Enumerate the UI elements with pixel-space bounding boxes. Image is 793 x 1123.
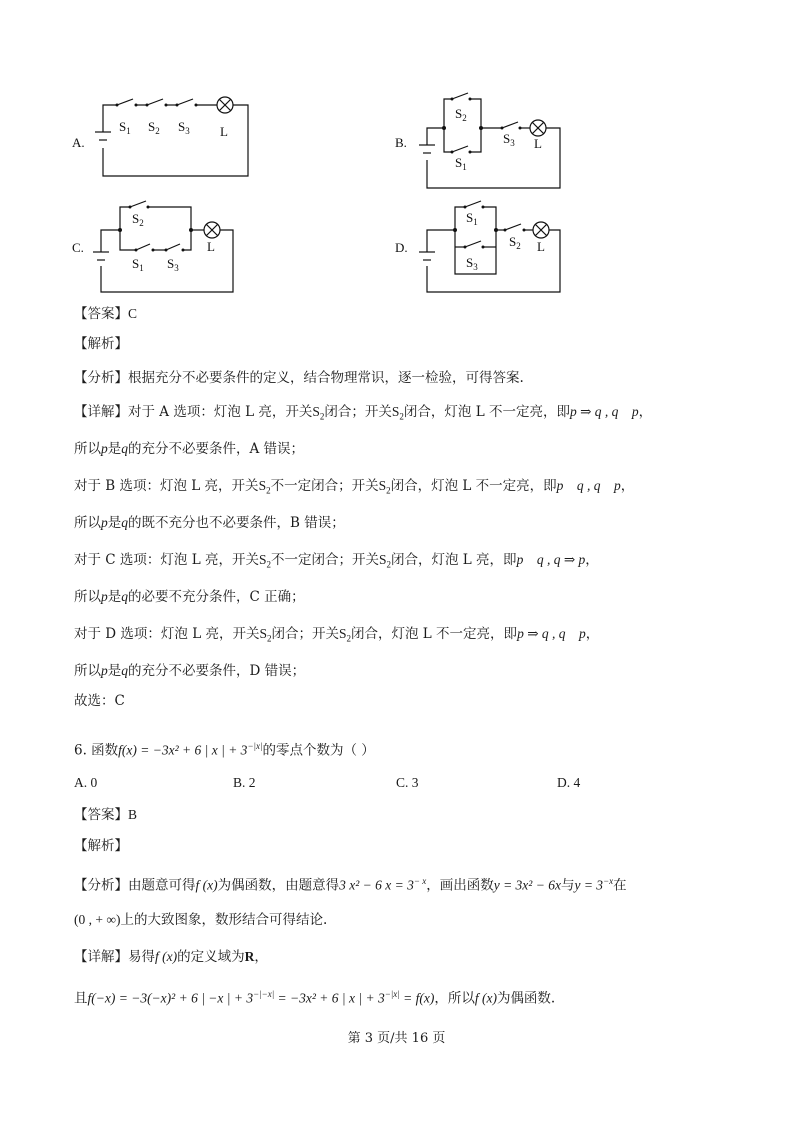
q5-conclusion-c: 所以p是q的必要不充分条件，C 正确；: [74, 589, 305, 605]
q6-detail: 【详解】易得f (x)的定义域为R，: [74, 949, 268, 965]
svg-text:S2: $S_2$: [148, 119, 160, 136]
q5-conclusion-b: 所以p是q的既不充分也不必要条件，B 错误；: [74, 515, 345, 531]
svg-text:S3: $S_3$: [178, 119, 190, 136]
svg-text:S2: $S_2$: [132, 211, 144, 228]
svg-text:S3: $S_3$: [503, 131, 515, 148]
q5-conclusion-d: 所以p是q的充分不必要条件，D 错误；: [74, 663, 306, 679]
q5-analysis-tag: 【解析】: [74, 336, 128, 352]
page-footer: 第 3 页/共 16 页: [347, 1031, 446, 1046]
q6-option-b: B. 2: [233, 775, 256, 790]
q6-detail-eq: 且f(−x) = −3(−x)² + 6 | −x | + $3^{-|-x|} = -3x^2 + 6$ | x | + $3^{-|x|} = f(x)$，所以f (x)为偶函数.: [74, 989, 556, 1007]
q5-conclusion-a: 所以p是q的充分不必要条件，A 错误；: [74, 441, 305, 457]
svg-text:S1: $S_1$: [119, 119, 131, 136]
q5-detail-b: 对于 B 选项：灯泡 L 亮，开关$S_2$不一定闭合；开关$S_2$闭合，灯泡 L 不一定亮，即p q , q p，: [74, 478, 635, 496]
svg-text:S3: $S_3$: [167, 256, 179, 273]
svg-text:L: L: [220, 124, 228, 139]
option-b-label: B.: [395, 135, 407, 150]
q5-answer: 【答案】C: [74, 306, 138, 322]
q6-fenxi-cont: (0 , + ∞)上的大致图象，数形结合可得结论.: [74, 912, 328, 928]
q5-detail-a: 【详解】对于 A 选项：灯泡 L 亮，开关$S_2$闭合；开关$S_2$闭合，灯泡 L 不一定亮，即p ⇒ q , q p，: [74, 404, 653, 422]
svg-text:L: L: [207, 239, 215, 254]
svg-text:S2: $S_2$: [455, 106, 467, 123]
svg-text:S1: $S_1$: [466, 210, 478, 227]
q5-detail-d: 对于 D 选项：灯泡 L 亮，开关$S_2$闭合；开关$S_2$闭合，灯泡 L 不一定亮，即p ⇒ q , q p，: [74, 626, 600, 644]
q6-analysis-tag: 【解析】: [74, 838, 128, 854]
option-c-label: C.: [72, 240, 84, 255]
q6-answer: 【答案】B: [74, 807, 138, 823]
q6-option-c: C. 3: [396, 775, 419, 790]
q6-fenxi: 【分析】由题意可得f (x)为偶函数，由题意得3 x² − 6 $x = 3^{- x}$，画出函数y = 3x² − 6x与$y = 3^{-x}$在: [74, 876, 627, 894]
svg-text:S2: $S_2$: [509, 234, 521, 251]
svg-text:S3: $S_3$: [466, 255, 478, 272]
q6-option-d: D. 4: [557, 775, 581, 790]
svg-text:L: L: [537, 239, 545, 254]
q5-detail-c: 对于 C 选项：灯泡 L 亮，开关$S_2$不一定闭合；开关$S_2$闭合，灯泡 L 亮，即p q , q ⇒ p，: [74, 552, 599, 570]
q6-option-a: A. 0: [74, 775, 98, 790]
svg-text:L: L: [534, 136, 542, 151]
svg-text:S1: $S_1$: [132, 256, 144, 273]
option-d-label: D.: [395, 240, 408, 255]
q6-question: 6. 函数f(x) = −3x² + 6 | x | + $3^{-|x|}$的零点个数为（ ）: [74, 741, 375, 759]
q5-choice: 故选：C: [74, 693, 125, 709]
svg-text:S1: $S_1$: [455, 155, 467, 172]
q5-fenxi: 【分析】根据充分不必要条件的定义，结合物理常识，逐一检验，可得答案.: [74, 370, 524, 386]
option-a-label: A.: [72, 135, 85, 150]
